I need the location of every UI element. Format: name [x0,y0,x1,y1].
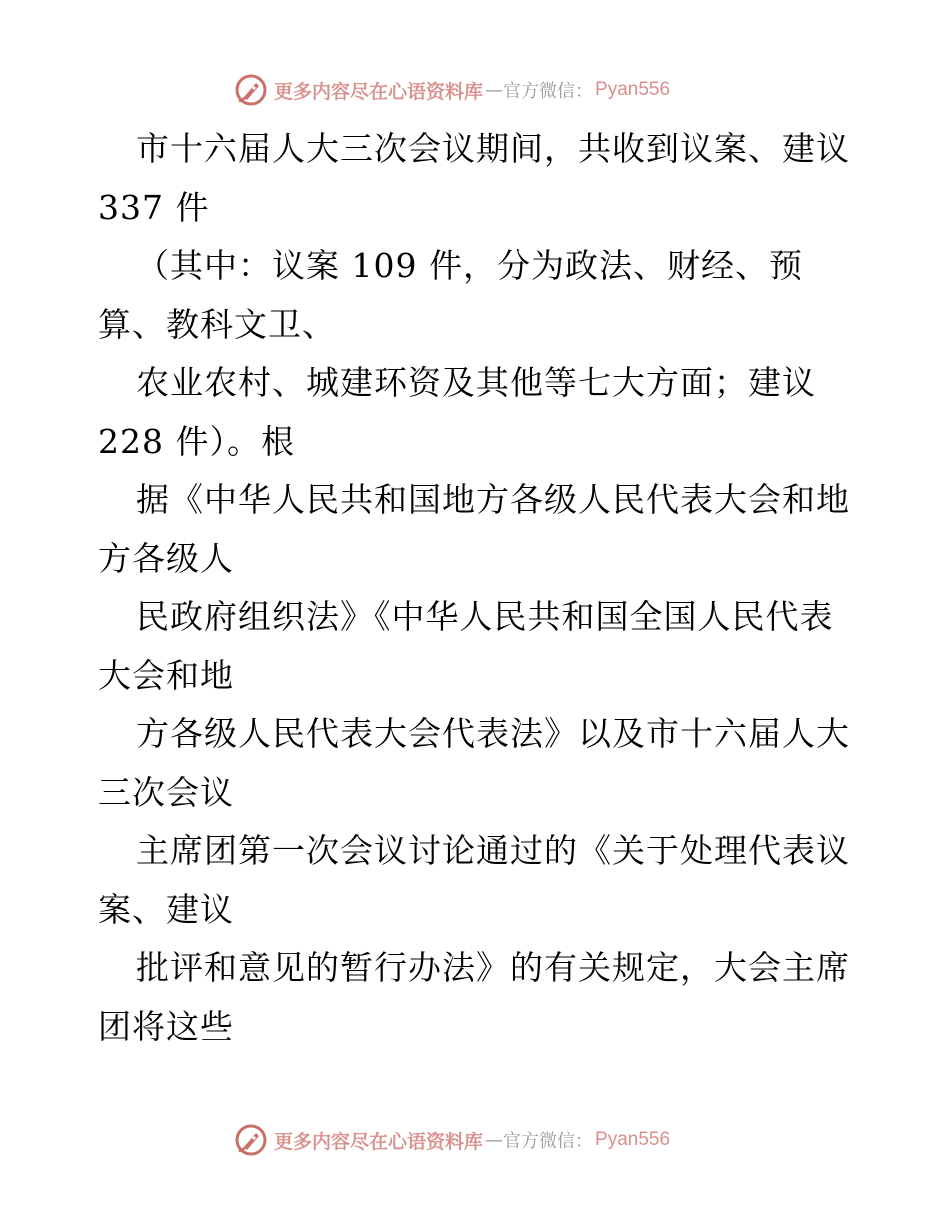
body-line: （其中：议案 109 件，分为政法、财经、预 [136,246,803,285]
pen-nib-icon [234,73,268,107]
body-line: 农业农村、城建环资及其他等七大方面；建议 [136,363,816,402]
watermark-separator: — [485,79,504,101]
body-line: 方各级人 [98,538,234,578]
body-line: 337 件 [98,187,210,227]
watermark-separator: — [485,1129,504,1151]
body-line: 三次会议 [98,772,234,812]
body-line: 主席团第一次会议讨论通过的《关于处理代表议 [136,831,850,870]
body-line: 团将这些 [98,1006,234,1046]
watermark-brand: 更多内容尽在心语资料库 [274,1130,484,1153]
body-line: 案、建议 [98,889,234,929]
watermark-brand: 更多内容尽在心语资料库 [274,80,484,103]
header-watermark [234,72,670,108]
pen-nib-icon [234,1123,268,1157]
watermark-wechat-id: Pyan556 [595,1129,671,1150]
document-body [98,120,858,1056]
footer-watermark [234,1122,670,1158]
body-line: 方各级人民代表大会代表法》以及市十六届人大 [136,714,850,753]
body-line: 算、教科文卫、 [98,304,336,344]
body-line: 市十六届人大三次会议期间，共收到议案、建议 [136,129,850,168]
body-line: 据《中华人民共和国地方各级人民代表大会和地 [136,480,850,519]
body-line: 大会和地 [98,655,234,695]
body-line: 228 件）。根 [98,421,295,461]
watermark-wechat-id: Pyan556 [595,79,671,100]
watermark-wechat-label: 官方微信： [503,1131,594,1152]
body-line: 批评和意见的暂行办法》的有关规定，大会主席 [136,948,850,987]
body-line: 民政府组织法》《中华人民共和国全国人民代表 [136,597,834,636]
watermark-wechat-label: 官方微信： [503,81,594,102]
